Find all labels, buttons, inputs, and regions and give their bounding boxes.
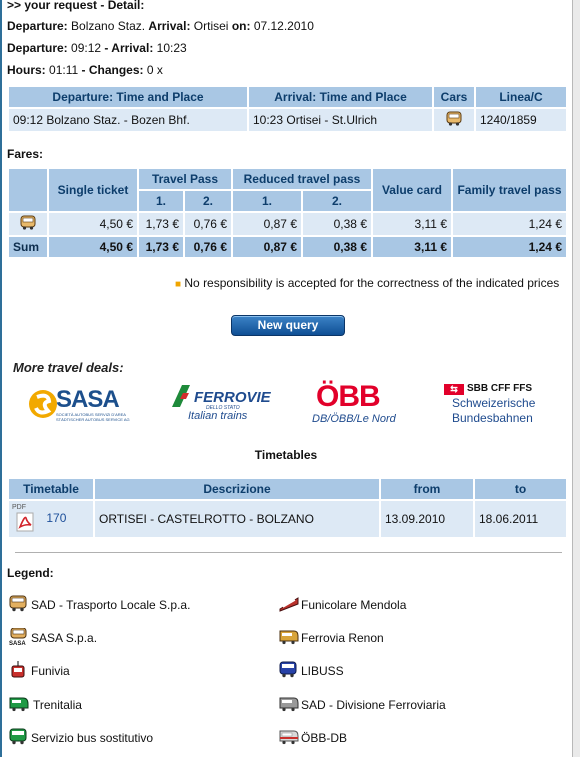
timetables-title: Timetables (254, 448, 318, 462)
legend-title: Legend: (7, 566, 54, 580)
legend-label: SASA S.p.a. (31, 631, 98, 645)
pdf-icon[interactable] (13, 506, 35, 532)
header-line: Linea/C (476, 87, 566, 107)
sum-rp1: 0,87 € (233, 237, 301, 257)
pdf-label: PDF (12, 504, 26, 511)
header-timetable: Timetable (9, 479, 93, 499)
sum-tp1: 1,73 € (139, 237, 183, 257)
sum-label: Sum (9, 237, 47, 257)
trenitalia-train-icon (9, 695, 29, 712)
timetable-from: 13.09.2010 (381, 501, 473, 537)
header-tp-class1: 1. (139, 191, 183, 211)
hours-label: Hours: (7, 63, 46, 77)
fare-rp2: 0,38 € (303, 213, 371, 235)
arrival-label: Arrival: (148, 19, 191, 33)
sbb-flag-icon: ⇆ (444, 384, 464, 395)
fare-family: 1,24 € (453, 213, 566, 235)
fare-sum-row (9, 237, 566, 257)
departure-cell: 09:12 Bolzano Staz. - Bozen Bhf. (9, 109, 247, 131)
departure-time-label: Departure: (7, 41, 68, 55)
fare-single: 4,50 € (49, 213, 137, 235)
timetable-to: 18.06.2011 (475, 501, 566, 537)
ferrovie-name: FERROVIE (194, 389, 271, 406)
arrival-cell: 10:23 Ortisei - St.Ulrich (249, 109, 432, 131)
header-cars: Cars (434, 87, 474, 107)
header-rp-class2: 2. (303, 191, 371, 211)
legend-label: SAD - Divisione Ferroviaria (301, 698, 446, 712)
header-value-card: Value card (373, 169, 451, 211)
fare-row-icon-cell (9, 213, 47, 235)
arrival-time: 10:23 (156, 41, 187, 55)
sasa-logo-icon (28, 387, 58, 421)
sbb-logo-link[interactable] (444, 383, 554, 427)
legend-label: Funicolare Mendola (301, 598, 407, 612)
legend-label: Ferrovia Renon (301, 631, 384, 645)
fare-rp1: 0,87 € (233, 213, 301, 235)
fares-table (7, 167, 568, 259)
header-tp-class2: 2. (185, 191, 231, 211)
fare-value-card: 3,11 € (373, 213, 451, 235)
sasa-bus-icon (9, 628, 29, 646)
section-divider (15, 552, 562, 553)
header-single-ticket: Single ticket (49, 169, 137, 211)
sbb-line-2: Bundesbahnen (452, 411, 533, 425)
times-line (7, 41, 187, 55)
timetable-cell (9, 501, 93, 537)
ferrovie-logo-icon (170, 383, 192, 409)
header-from: from (381, 479, 473, 499)
arrival-time-label: - Arrival: (104, 41, 154, 55)
route-line (7, 19, 314, 33)
connection-table (7, 85, 568, 133)
obb-tagline: DB/ÖBB/Le Nord (312, 413, 396, 425)
sad-train-icon (279, 695, 299, 712)
left-border (0, 0, 2, 757)
obb-logo-link[interactable] (310, 382, 410, 428)
hours-value: 01:11 (49, 63, 79, 77)
ferrovie-tagline: Italian trains (188, 410, 248, 422)
sasa-subtitle-1: SOCIETÀ AUTOBUS SERVIZI D'AREA (56, 412, 126, 417)
timetable-number-link[interactable]: 170 (46, 511, 67, 526)
header-arrival: Arrival: Time and Place (249, 87, 432, 107)
header-family-pass: Family travel pass (453, 169, 566, 211)
fare-tp1: 1,73 € (139, 213, 183, 235)
new-query-button[interactable]: New query (231, 315, 345, 336)
sasa-icon-text: SASA (9, 641, 26, 646)
obb-name: ÖBB (316, 380, 380, 413)
legend-label: Trenitalia (33, 698, 82, 712)
more-deals-title: More travel deals: (13, 360, 124, 375)
travel-date: 07.12.2010 (253, 19, 314, 33)
legend-label: SAD - Trasporto Locale S.p.a. (31, 598, 191, 612)
sbb-name: SBB CFF FFS (467, 383, 532, 394)
header-rp-class1: 1. (233, 191, 301, 211)
fare-row (9, 213, 566, 235)
price-disclaimer (175, 276, 559, 290)
legend-label: Servizio bus sostitutivo (31, 731, 154, 745)
sasa-subtitle-2: STÄDTISCHER AUTOBUS SERVICE AG (56, 417, 130, 422)
arrival-place: Ortisei (193, 19, 229, 33)
changes-value: 0 x (146, 63, 163, 77)
on-label: on: (231, 19, 251, 33)
sum-single: 4,50 € (49, 237, 137, 257)
duration-line (7, 63, 163, 77)
sad-bus-icon (9, 595, 27, 612)
header-reduced-pass: Reduced travel pass (233, 169, 371, 189)
acrobat-icon (16, 512, 34, 532)
timetables-table (7, 477, 568, 539)
header-departure: Departure: Time and Place (9, 87, 247, 107)
fares-header-empty (9, 169, 47, 211)
scrollbar[interactable] (572, 0, 580, 757)
timetable-row (9, 501, 566, 537)
cable-car-icon (9, 661, 27, 679)
sbb-line-1: Schweizerische (452, 396, 536, 410)
departure-time: 09:12 (71, 41, 102, 55)
request-heading: >> your request - Detail: (7, 0, 145, 12)
sum-tp2: 0,76 € (185, 237, 231, 257)
header-description: Descrizione (95, 479, 379, 499)
header-to: to (475, 479, 566, 499)
obb-db-train-icon (279, 728, 299, 745)
disclaimer-text: No responsibility is accepted for the correctness of the indicated prices (184, 276, 560, 290)
funicular-icon (279, 595, 299, 612)
ferrovie-sub: DELLO STATO (206, 405, 240, 411)
legend-label: ÖBB-DB (301, 731, 348, 745)
replacement-bus-icon (9, 728, 27, 745)
bus-icon (20, 215, 36, 230)
sasa-logo-link[interactable] (28, 385, 130, 425)
bullet-icon: ■ (175, 279, 182, 290)
bus-icon (446, 111, 462, 126)
renon-train-icon (279, 628, 299, 645)
libuss-bus-icon (279, 661, 297, 678)
sum-family: 1,24 € (453, 237, 566, 257)
connection-row[interactable] (9, 109, 566, 131)
cars-cell (434, 109, 474, 131)
legend-label: LIBUSS (301, 664, 344, 678)
departure-label: Departure: (7, 19, 68, 33)
line-cell: 1240/1859 (476, 109, 566, 131)
changes-label: - Changes: (81, 63, 144, 77)
departure-place: Bolzano Staz. (71, 19, 146, 33)
sum-rp2: 0,38 € (303, 237, 371, 257)
sum-value-card: 3,11 € (373, 237, 451, 257)
ferrovie-logo-link[interactable] (170, 383, 272, 425)
timetable-description: ORTISEI - CASTELROTTO - BOLZANO (95, 501, 379, 537)
fare-tp2: 0,76 € (185, 213, 231, 235)
fares-label: Fares: (7, 147, 44, 161)
header-travel-pass: Travel Pass (139, 169, 231, 189)
sasa-name: SASA (56, 386, 119, 413)
legend-label: Funivia (31, 664, 70, 678)
